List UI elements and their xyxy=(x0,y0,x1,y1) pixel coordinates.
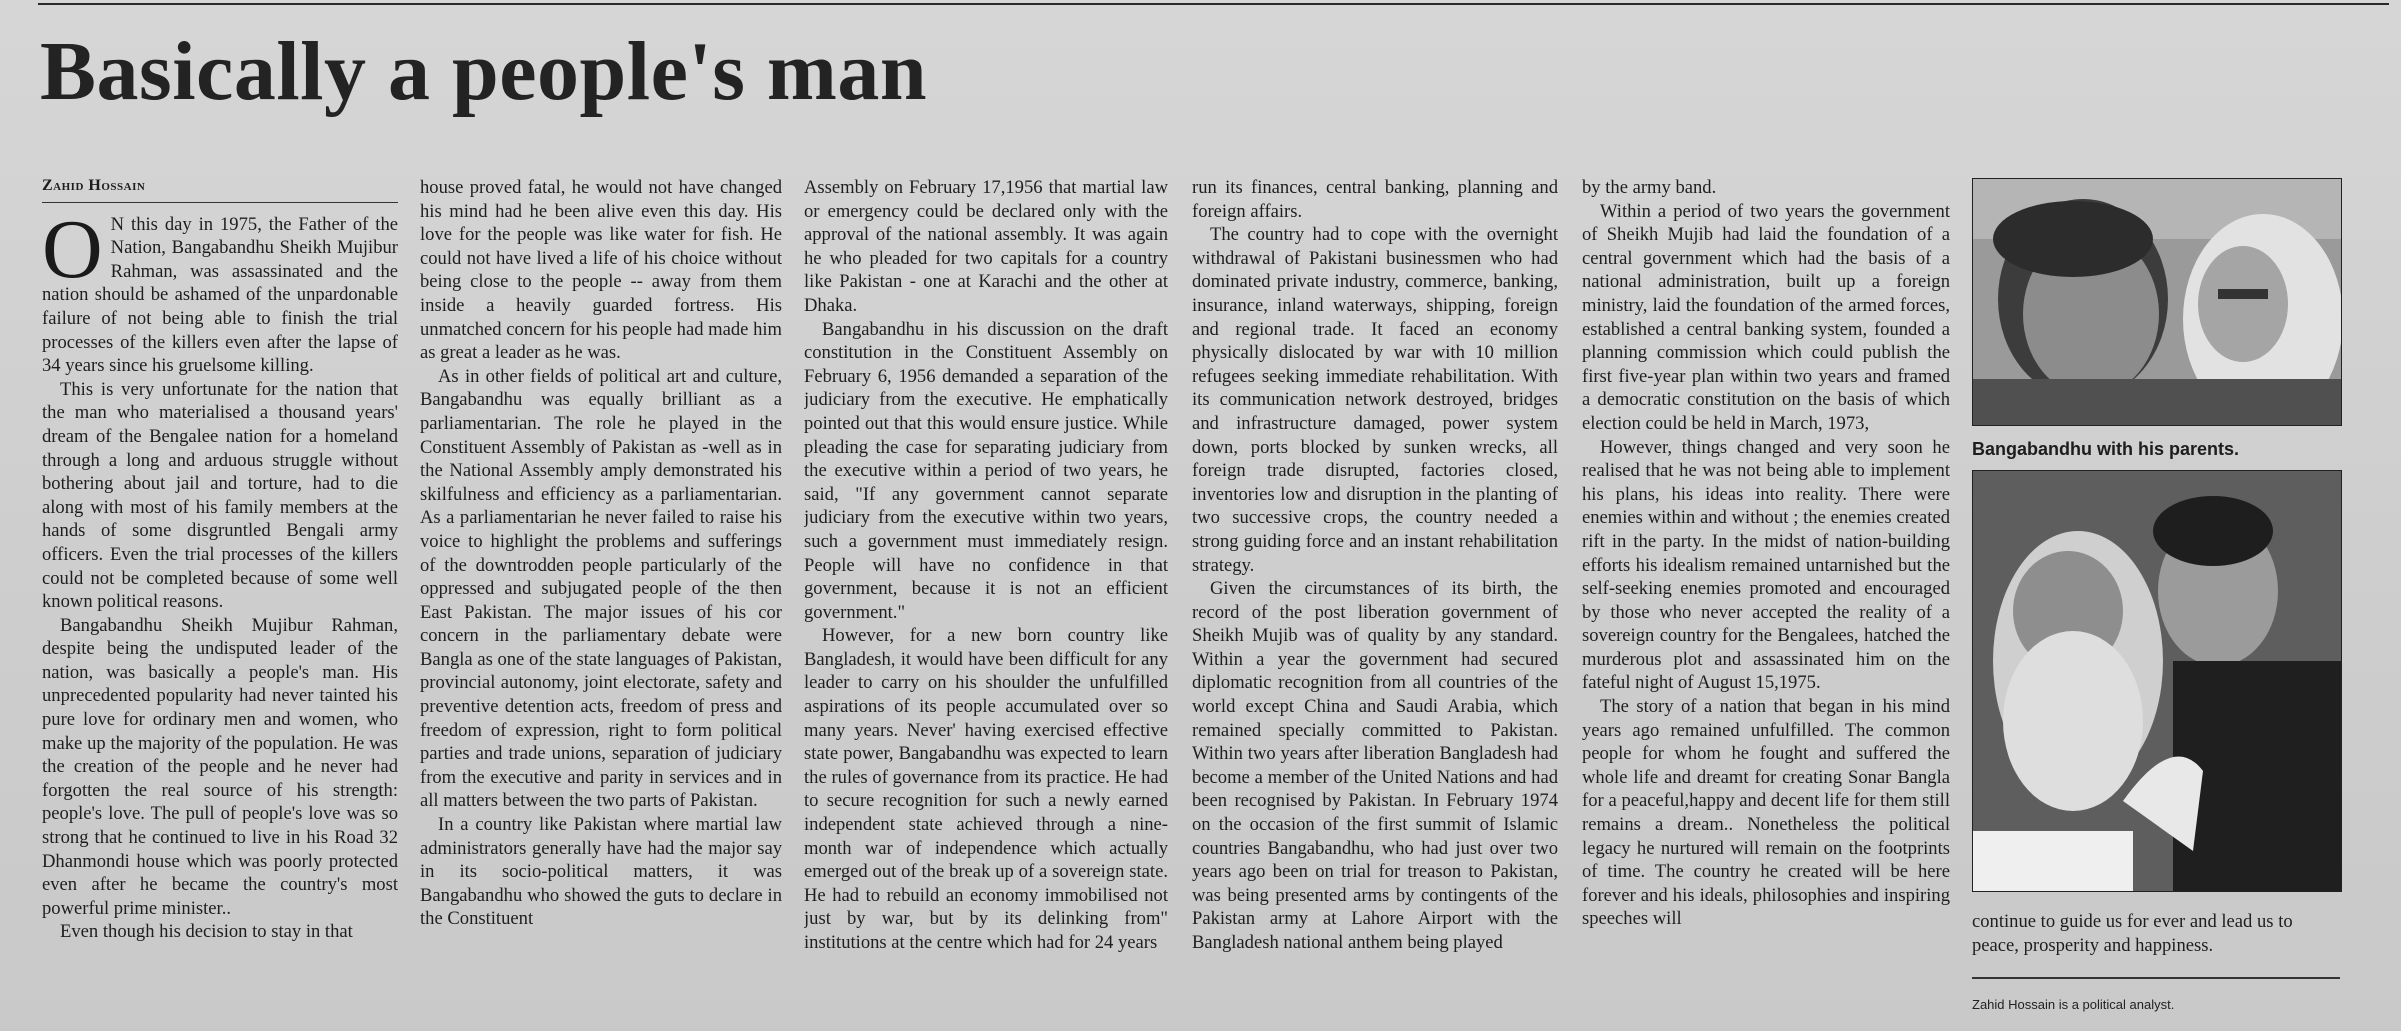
paragraph: Assembly on February 17,1956 that martial law or emergency could be declared only with the approval of the national assembly. It was again he who pleaded for two capitals for a country like Pakistan - one at Karachi and the other at Dhaka. xyxy=(804,177,1168,316)
paragraph: The country had to cope with the overnight withdrawal of Pakistani businessmen who had dominated private industry, commerce, banking, insurance, inland waterways, shipping, foreign and regional trade. It faced an economy physically dislocated by war with 10 million refugees seeking immediate rehabilitation. With its communication network destroyed, bridges and infrastructure damaged, power system down, ports blocked by sunken wrecks, all foreign trade disrupted, factories closed, inventories low and disruption in the planting of two successive crops, the country needed a strong guiding force and an instant rehabilitation strategy. xyxy=(1192,224,1558,576)
paragraph: Bangabandhu Sheikh Mujibur Rahman, despite being the undisputed leader of the nation, was basically a people's man. His unprecedented popularity had never tainted his pure love for ordinary men and women, who make up the majority of the population. He was the creation of the people and he never had forgotten the real source of his strength: people's love. The pull of people's love was so strong that he continued to live in his Road 32 Dhanmondi house which was poorly protected even after he became the country's most powerful prime minister.. xyxy=(42,614,398,919)
continued-text: continue to guide us for ever and lead us to peace, prosperity and happiness. xyxy=(1972,911,2293,956)
paragraph: As in other fields of political art and culture, Bangabandhu was equally brilliant as a parliamentarian. The role he played in the Constituent Assembly of Pakistan as -well as in the National Assembly amply demonstrated his skilfulness and efficiency as a parliamentarian. As a parliamentarian he never failed to raise his voice to highlight the problems and sufferings of the downtrodden people particularly of the oppressed and subjugated people of the then East Pakistan. The major issues of his cor concern in the parliamentary debate were Bangla as one of the state languages of Pakistan, provincial autonomy, joint electorate, safety and preventive detention acts, freedom of press and freedom of expression, right to form political parties and trade unions, separation of judiciary from the executive and parity in services and in all matters between the two parts of Pakistan. xyxy=(420,365,782,812)
paragraph: This is very unfortunate for the nation that the man who materialised a thousand years' dream of the Bengalee nation for a homeland through a long and arduous struggle without bothering about jail and torture, had to die along with most of his family members at the hands of some disgruntled Bengali army officers. Even the trial processes of the killers could not be completed because of some well known political reasons. xyxy=(42,378,398,613)
article-column-4 xyxy=(1192,176,1558,1016)
paragraph: house proved fatal, he would not have changed his mind had he been alive even this day. His love for the people was like water for fish. He could not have lived a life of his choice without being close to the people -- away from them inside a heavily guarded fortress. His unmatched concern for his people had made him as great a leader as he was. xyxy=(420,177,782,364)
paragraph: run its finances, central banking, planning and foreign affairs. xyxy=(1192,177,1558,222)
paragraph: In a country like Pakistan where martial law administrators generally have had the major say in its socio-political matters, it was Bangabandhu who showed the guts to declare in the Constituent xyxy=(420,814,782,930)
paragraph: Even though his decision to stay in that xyxy=(60,921,353,943)
paragraph: Given the circumstances of its birth, the record of the post liberation government of Sheikh Mujib was of quality by any standard. Within a year the government had secured diplomatic recognition from all countries of the world except China and Saudi Arabia, which remained specially committed to Pakistan. Within two years after liberation Bangladesh had become a member of the United Nations and had been recognised by Pakistan. In February 1974 on the occasion of the first summit of Islamic countries Bangabandhu, who had just over two years ago been on trial for treason to Pakistan, was being presented arms by contingents of the Pakistan army at Lahore Airport with the Bangladesh national anthem being played xyxy=(1192,578,1558,953)
article-column-1 xyxy=(42,174,398,1014)
headline: Basically a people's man xyxy=(40,25,928,118)
photo-with-mother xyxy=(1972,178,2342,426)
top-rule xyxy=(38,3,2389,5)
author-note: Zahid Hossain is a political analyst. xyxy=(1972,997,2175,1012)
photo-with-father xyxy=(1972,470,2342,892)
article-column-5 xyxy=(1582,176,1950,1016)
paragraph: N this day in 1975, the Father of the Nation, Bangabandhu Sheikh Mujibur Rahman, was assassinated and the nation should be ashamed of the unpardonable failure of not being able to finish the trial processes of the killers even after the lapse of 34 years since his gruelsome killing. xyxy=(42,213,398,377)
article-column-2 xyxy=(420,176,782,1016)
end-rule xyxy=(1972,977,2340,979)
paragraph: Bangabandhu in his discussion on the draft constitution in the Constituent Assembly on February 6, 1956 demanded a separation of the judiciary from the executive. He emphatically pointed out that this would ensure justice. While pleading the case for separating judiciary from the executive within a period of two years, he said, "If any government cannot separate judiciary from the executive within two years, such a government must immediately resign. People will have no confidence in that government, because it is not an efficient government." xyxy=(804,318,1168,623)
byline: Zahid Hossain xyxy=(42,174,398,203)
paragraph: Within a period of two years the government of Sheikh Mujib had laid the foundation of a central government which had the basis of a national administration, built up a foreign ministry, laid the foundation of the armed forces, established a central banking system, founded a planning commission which could publish the first five-year plan within two years and framed a democratic constitution on the basis of which election could be held in March, 1973, xyxy=(1582,200,1950,434)
photo-caption: Bangabandhu with his parents. xyxy=(1972,439,2240,459)
paragraph: by the army band. xyxy=(1582,177,1717,198)
photo-with-father-image xyxy=(1973,471,2341,891)
article-column-3 xyxy=(804,176,1168,1016)
paragraph: However, for a new born country like Bangladesh, it would have been difficult for any leader to carry on his shoulder the unfulfilled aspirations of its people accumulated over so many years. Never' having exercised effective state power, Bangabandhu was expected to learn the rules of governance from its practice. He had to secure recognition for such a newly earned independent state achieved through a nine-month war of independence which actually emerged out of the break up of a sovereign state. He had to rebuild an economy immobilised not just by war, but by its delinking from" institutions at the centre which had for 24 years xyxy=(804,625,1168,953)
paragraph: The story of a nation that began in his mind years ago remained unfulfilled. The common people for whom he fought and suffered the whole life and dreamt for creating Sonar Bangla for a peaceful,happy and decent life for them still remains a dream.. Nonetheless the political legacy he nurtured will remain on the footprints of time. The country he created will be here forever and his ideals, philosophies and inspiring speeches will xyxy=(1582,696,1950,930)
paragraph: However, things changed and very soon he realised that he was not being able to implement his plans, his ideas into reality. There were enemies within and without ; the enemies created rift in the party. In the midst of nation-building efforts his idealism remained untarnished but the self-seeking enemies promoted and encouraged by those who never accepted the reality of a sovereign country for the Bengalees, hatched the murderous plot and assassinated him on the fateful night of August 15,1975. xyxy=(1582,436,1950,694)
drop-cap: O xyxy=(42,202,103,296)
photo-with-mother-image xyxy=(1973,179,2341,425)
